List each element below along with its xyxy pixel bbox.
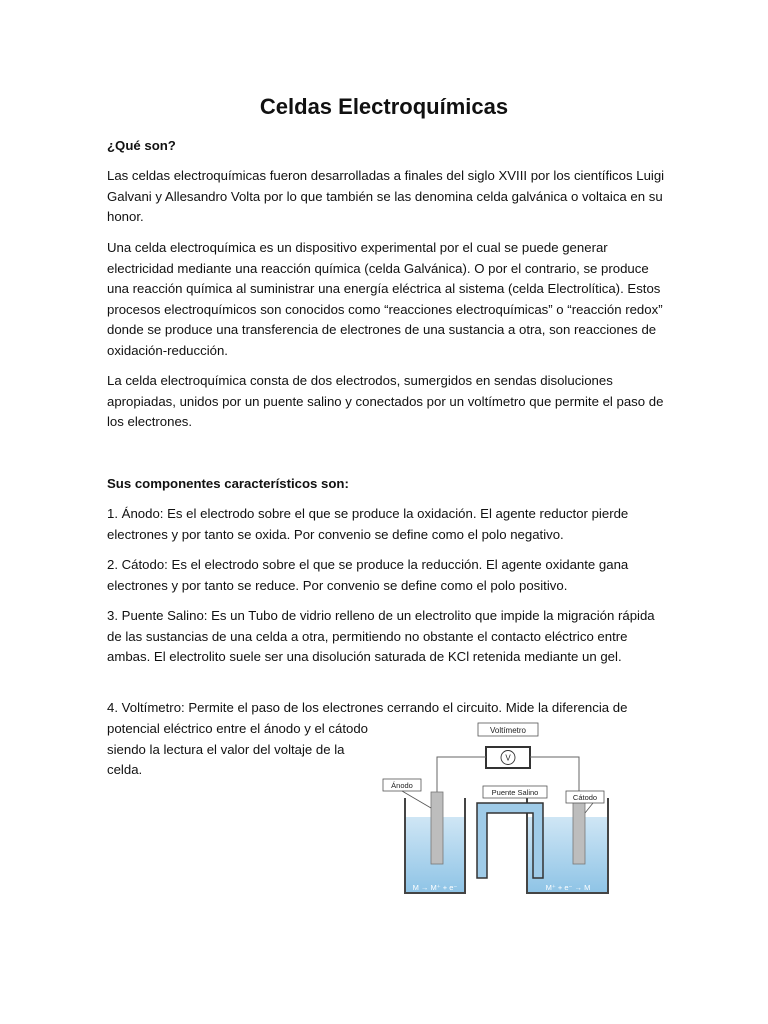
component-description: Es un Tubo de vidrio relleno de un electrolito que impide la migración rápida de las sustancias de una celda a otra, permitiendo no obstante el contacto eléctrico entre ambas. El electrolito suele ser una disolución saturada de KCl retenida mediante un gel. xyxy=(107,608,655,664)
component-term: 4. Voltímetro: xyxy=(107,700,185,715)
cathode-reaction: M⁺ + e⁻ → M xyxy=(545,883,591,892)
component-term: 3. Puente Salino: xyxy=(107,608,208,623)
cathode-label: Cátodo xyxy=(572,793,598,802)
salt-bridge-label: Puente Salino xyxy=(491,788,539,797)
component-cathode xyxy=(107,555,667,596)
component-description: Es el electrodo sobre el que se produce la oxidación. El agente reductor pierde electrones y por tanto se oxida. Por convenio se define como el polo negativo. xyxy=(107,506,629,542)
component-salt-bridge xyxy=(107,606,667,668)
voltmeter-symbol: V xyxy=(505,753,511,763)
salt-bridge-tube xyxy=(477,803,543,878)
page-title: Celdas Electroquímicas xyxy=(259,94,509,119)
anode-wire xyxy=(437,757,486,792)
voltmeter-label: Voltímetro xyxy=(489,726,527,735)
section-question: ¿Qué son? xyxy=(107,138,176,153)
cathode-pointer xyxy=(585,803,593,813)
paragraph-structure: La celda electroquímica consta de dos electrodos, sumergidos en sendas disoluciones apropiadas, unidos por un puente salino y conectados por un voltímetro que permite el paso de los electrones. xyxy=(107,373,664,429)
anode-reaction: M → M⁺ + e⁻ xyxy=(412,883,458,892)
electrochemical-cell-diagram xyxy=(380,718,620,904)
anode-label: Ánodo xyxy=(391,781,413,790)
paragraph-history: Las celdas electroquímicas fueron desarrolladas a finales del siglo XVIII por los científicos Luigi Galvani y Allesandro Volta por lo que también se las denomina celda galvánica o voltaica en su honor. xyxy=(107,168,665,224)
anode-pointer xyxy=(402,791,431,808)
component-anode xyxy=(107,504,667,545)
component-voltmeter-continued: potencial eléctrico entre el ánodo y el cátodo siendo la lectura el valor del voltaje de la celda. xyxy=(107,721,368,777)
anode-electrode xyxy=(431,792,443,864)
component-term: 2. Cátodo: xyxy=(107,557,168,572)
component-voltmeter xyxy=(107,698,687,719)
component-term: 1. Ánodo: xyxy=(107,506,164,521)
component-description: Es el electrodo sobre el que se produce la reducción. El agente oxidante gana electrones y por tanto se reduce. Por convenio se define como el polo positivo. xyxy=(107,557,629,593)
paragraph-definition: Una celda electroquímica es un dispositivo experimental por el cual se puede generar electricidad mediante una reacción química (celda Galvánica). O por el contrario, se produce una reacción química al suministrar una energía eléctrica al sistema (celda Electrolítica). Estos procesos electroquímicos son conocidos como “reacciones electroquímicas” o “reacción redox” donde se produce una transferencia de electrones de una sustancia a otra, son reacciones de oxidación-reducción. xyxy=(107,240,663,358)
components-heading: Sus componentes característicos son: xyxy=(107,476,349,491)
component-description: Permite el paso de los electrones cerrando el circuito. Mide la diferencia de xyxy=(184,700,628,715)
